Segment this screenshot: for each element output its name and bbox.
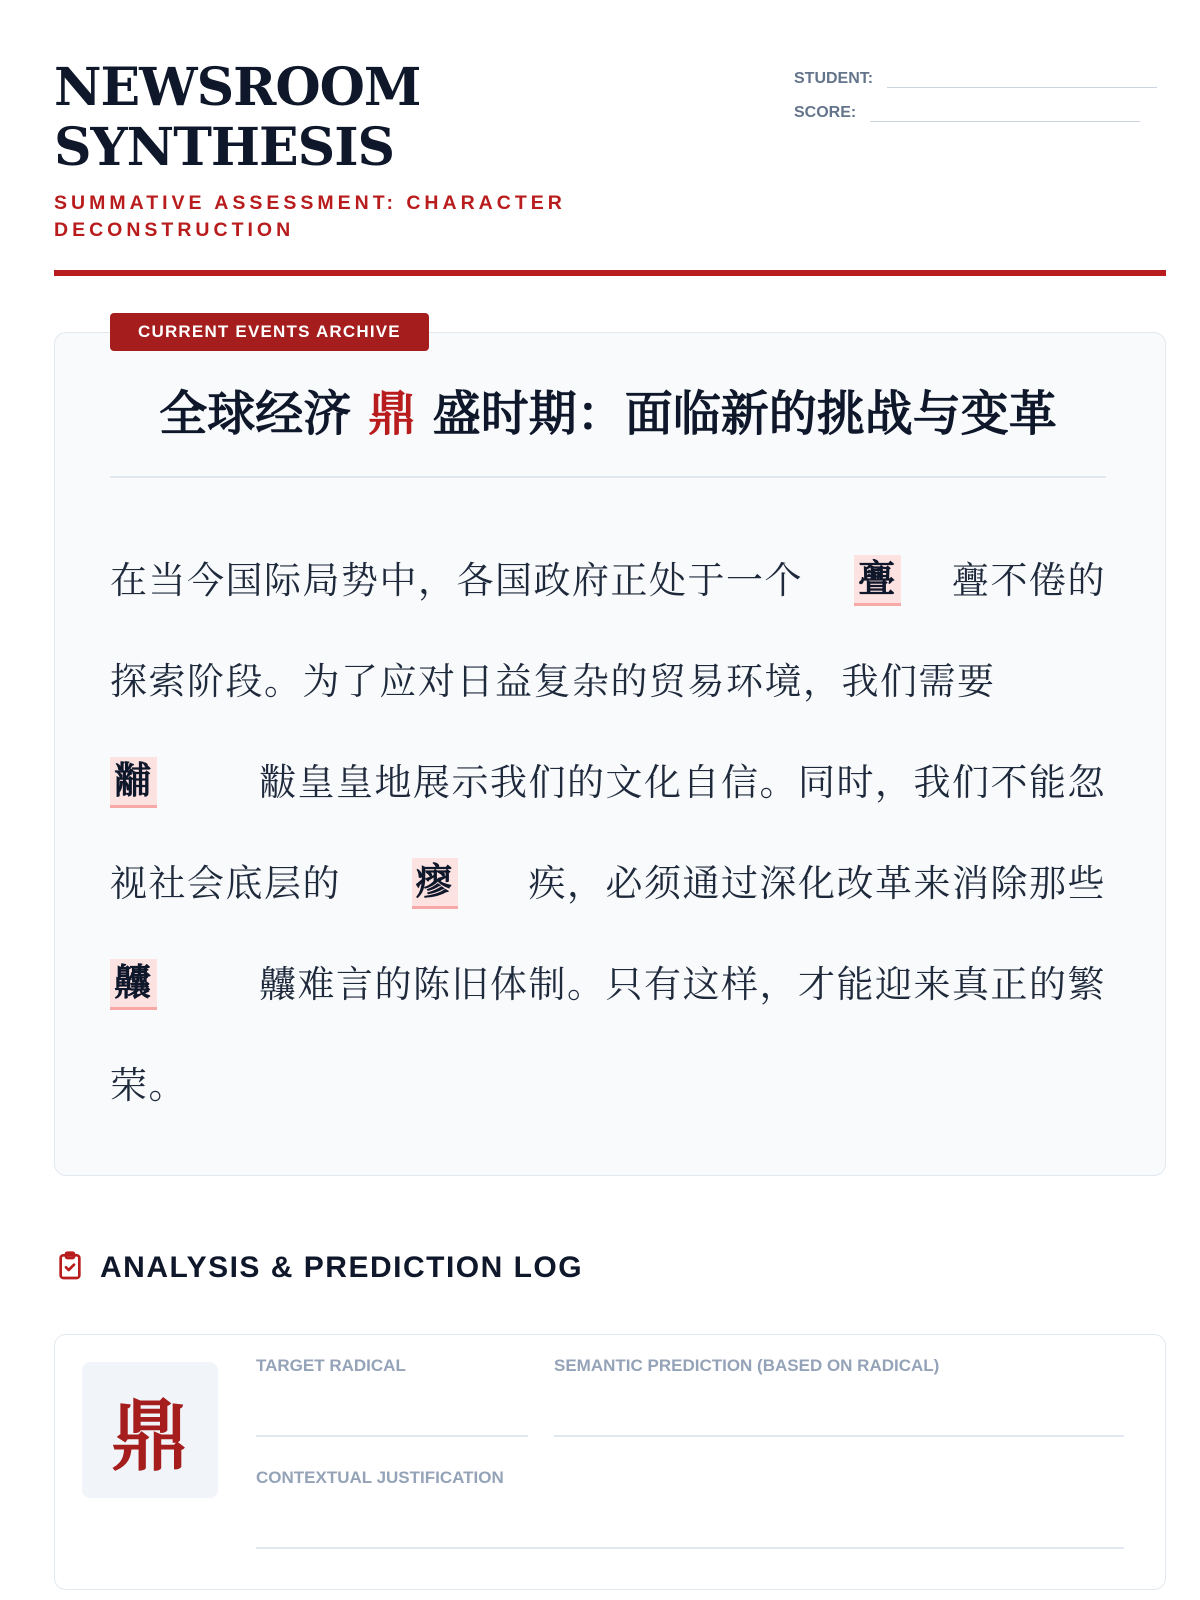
student-label: STUDENT: [794, 70, 874, 87]
semantic-prediction-label: SEMANTIC PREDICTION (BASED ON RADICAL) [554, 1356, 940, 1375]
article-line [110, 934, 1106, 1035]
clipboard-check-icon [54, 1250, 86, 1286]
semantic-prediction-field[interactable] [554, 1435, 1124, 1437]
page-subtitle-line2: DECONSTRUCTION [54, 219, 295, 241]
highlighted-char[interactable]: 瘳 [412, 858, 459, 909]
highlighted-char[interactable]: 齉 [110, 959, 157, 1010]
score-field[interactable] [870, 102, 1140, 122]
target-glyph-tile [82, 1362, 218, 1498]
line-text: 齉难言的陈旧体制。只有这样，才能迎来真正的繁 [259, 963, 1106, 1006]
archive-tag: CURRENT EVENTS ARCHIVE [110, 313, 429, 351]
page-subtitle-line1: SUMMATIVE ASSESSMENT: CHARACTER [54, 192, 566, 214]
headline-post: 盛时期：面临新的挑战与变革 [432, 386, 1057, 442]
page-title-line1: NEWSROOM [54, 57, 421, 118]
headline-divider [110, 476, 1106, 478]
line-text: 探索阶段。为了应对日益复杂的贸易环境，我们需要 [110, 660, 996, 703]
header-divider [54, 270, 1166, 276]
contextual-justification-field[interactable] [256, 1547, 1124, 1549]
page-title-line2: SYNTHESIS [54, 117, 395, 178]
section-title: ANALYSIS & PREDICTION LOG [100, 1251, 584, 1284]
line-text: 亹不倦的 [952, 559, 1106, 602]
student-name-field[interactable] [887, 68, 1157, 88]
highlighted-char[interactable]: 黼 [110, 757, 157, 808]
line-text: 荣。 [110, 1064, 187, 1107]
contextual-justification-label: CONTEXTUAL JUSTIFICATION [256, 1468, 504, 1487]
article-line [110, 1035, 1106, 1136]
page-subtitle [54, 190, 614, 244]
line-text: 在当今国际局势中，各国政府正处于一个 [110, 559, 803, 602]
article-body [110, 530, 1106, 1136]
line-text: 疾，必须通过深化改革来消除那些 [528, 862, 1106, 905]
article-headline [110, 384, 1106, 444]
article-line [110, 530, 1106, 631]
analysis-section-header [54, 1250, 583, 1286]
score-row [794, 88, 1166, 122]
article-line [110, 833, 1106, 934]
target-radical-field[interactable] [256, 1435, 528, 1437]
highlighted-char[interactable]: 亹 [854, 555, 901, 606]
line-text: 黻皇皇地展示我们的文化自信。同时，我们不能忽 [259, 761, 1106, 804]
score-label: SCORE: [794, 104, 857, 121]
student-row [794, 54, 1166, 88]
article-line [110, 732, 1106, 833]
headline-target-char: 鼎 [367, 386, 416, 442]
article-line [110, 631, 1106, 732]
student-meta [794, 54, 1166, 122]
target-radical-label: TARGET RADICAL [256, 1356, 406, 1375]
headline-pre: 全球经济 [159, 386, 352, 442]
line-text: 视社会底层的 [110, 862, 341, 905]
target-glyph: 鼎 [110, 1392, 189, 1482]
